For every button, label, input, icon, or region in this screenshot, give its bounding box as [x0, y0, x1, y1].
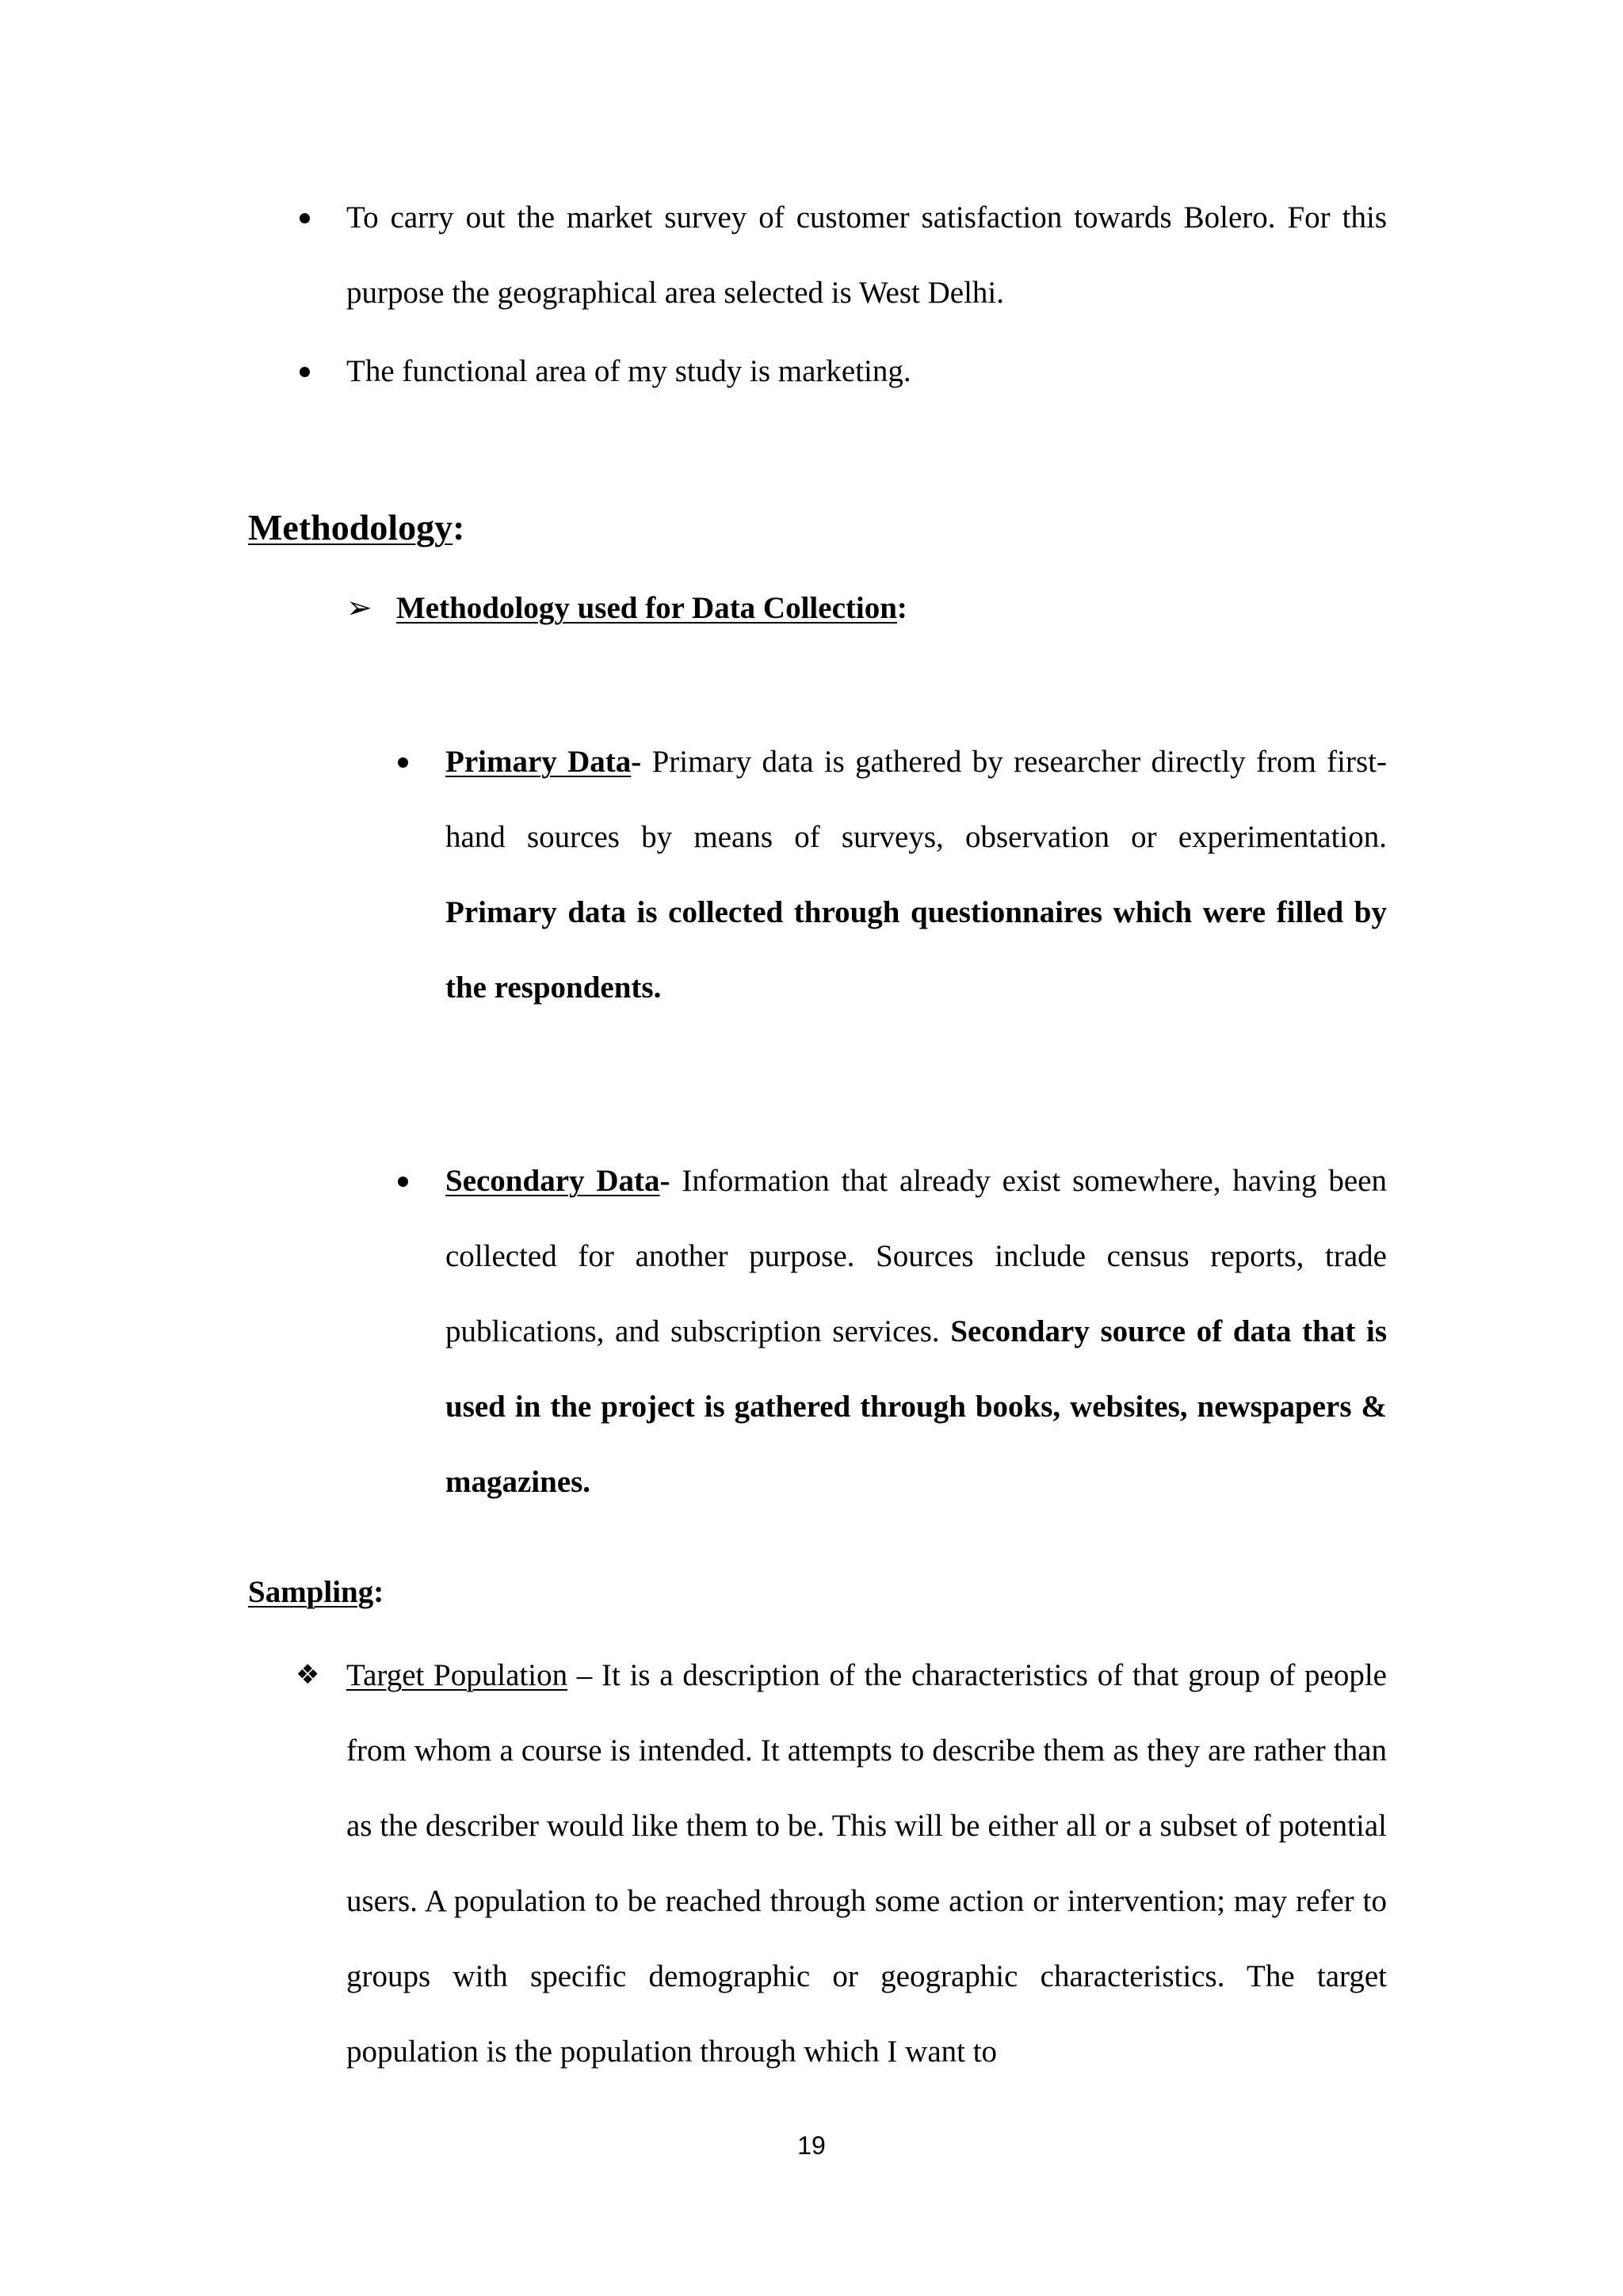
- data-collection-heading-text: Methodology used for Data Collection: [396, 591, 897, 625]
- bullet-dot: [398, 1177, 408, 1187]
- intro-bullet-2: The functional area of my study is marketing.: [346, 354, 911, 388]
- sampling-heading-colon: :: [373, 1575, 384, 1609]
- data-collection-heading: [396, 586, 907, 630]
- bullet-dot: [398, 757, 408, 768]
- primary-data-paragraph: [445, 724, 1387, 1025]
- bullet-dot: [300, 367, 310, 377]
- secondary-data-text: Information that already exist somewhere, having been collected for another purpose. Sources include census reports, trade publications, and subscription services.: [445, 1164, 1388, 1348]
- primary-data-bold-text: Primary data is collected through questionnaires which were filled by the respondents.: [445, 895, 1387, 1005]
- arrow-bullet-icon: ➢: [346, 591, 372, 625]
- target-population-paragraph: [346, 1638, 1387, 2089]
- primary-data-label: Primary Data: [445, 745, 632, 779]
- sampling-heading-text: Sampling: [248, 1575, 374, 1609]
- secondary-data-paragraph: [445, 1143, 1387, 1520]
- target-population-text: – It is a description of the characteristics of that group of people from whom a course is intended. It attempts to describe them as they are rather than as the describer would like them to be. This will be either all or a subset of potential users. A population to be reached through some action or intervention; may refer to groups with specific demographic or geographic characteristics. The target population is the population through which I want to: [346, 1658, 1387, 2069]
- data-collection-heading-colon: :: [896, 591, 907, 625]
- bullet-dot: [300, 213, 310, 223]
- page-number: 19: [797, 2131, 826, 2160]
- target-population-label: Target Population: [346, 1658, 568, 1692]
- primary-data-dash: -: [631, 745, 642, 779]
- diamond-bullet-icon: ❖: [296, 1659, 320, 1691]
- secondary-data-dash: -: [659, 1164, 670, 1198]
- methodology-heading-text: Methodology: [248, 507, 453, 547]
- sampling-heading: [248, 1570, 384, 1614]
- primary-data-text: Primary data is gathered by researcher directly from first-hand sources by means of surveys, observation or experimentation.: [445, 745, 1387, 854]
- secondary-data-bold-text: Secondary source of data that is used in the project is gathered through books, websites, newspapers & magazines.: [445, 1314, 1387, 1499]
- methodology-heading: [248, 504, 464, 551]
- intro-bullet-1: To carry out the market survey of customer satisfaction towards Bolero. For this purpose the geographical area selected is West Delhi.: [346, 200, 1387, 310]
- secondary-data-label: Secondary Data: [445, 1164, 660, 1198]
- methodology-heading-colon: :: [453, 507, 465, 547]
